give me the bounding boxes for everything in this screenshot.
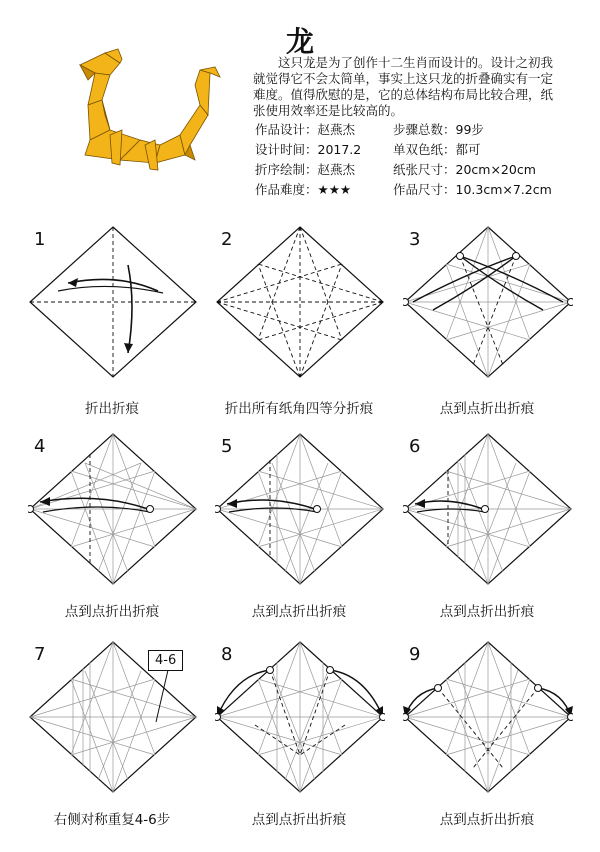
info-paper-color: 单双色纸：都可 (393, 142, 481, 157)
step-1 (28, 225, 198, 395)
info-model-size: 作品尺寸：10.3cm×7.2cm (393, 182, 552, 197)
step-5-diagram (215, 432, 385, 602)
step-7 (28, 640, 198, 810)
step-5 (215, 432, 385, 602)
step-7-caption: 右侧对称重复4-6步 (53, 812, 171, 828)
info-designer: 作品设计：赵燕杰 (255, 122, 356, 137)
step-9 (403, 640, 573, 810)
step-6-diagram (403, 432, 573, 602)
step-number: 3 (409, 229, 421, 250)
info-diagrammer: 折序绘制：赵燕杰 (255, 162, 356, 177)
info-design-time: 设计时间：2017.2 (255, 142, 362, 157)
step-8-caption: 点到点折出折痕 (251, 812, 347, 828)
step-reference-badge: 4-6 (148, 650, 183, 671)
step-3-caption: 点到点折出折痕 (439, 401, 535, 417)
step-4-diagram (28, 432, 198, 602)
info-steps: 步骤总数：99步 (393, 122, 484, 137)
step-9-diagram (403, 640, 573, 810)
step-number: 2 (221, 229, 233, 250)
step-4 (28, 432, 198, 602)
step-number: 4 (34, 436, 46, 457)
step-4-caption: 点到点折出折痕 (64, 604, 160, 620)
step-3 (403, 225, 573, 395)
step-8-diagram (215, 640, 385, 810)
step-number: 1 (34, 229, 46, 250)
step-2-diagram (215, 225, 385, 395)
step-number: 7 (34, 644, 46, 665)
step-number: 5 (221, 436, 233, 457)
step-6 (403, 432, 573, 602)
step-number: 6 (409, 436, 421, 457)
page-title: 龙 (286, 25, 315, 58)
step-3-diagram (403, 225, 573, 395)
info-difficulty: 作品难度：★★★ (255, 182, 352, 197)
step-8 (215, 640, 385, 810)
step-1-caption: 折出折痕 (85, 401, 139, 417)
step-5-caption: 点到点折出折痕 (251, 604, 347, 620)
info-paper-size: 纸张尺寸：20cm×20cm (393, 162, 536, 177)
step-9-caption: 点到点折出折痕 (439, 812, 535, 828)
step-number: 9 (409, 644, 421, 665)
step-2 (215, 225, 385, 395)
step-number: 8 (221, 644, 233, 665)
step-2-caption: 折出所有纸角四等分折痕 (224, 401, 374, 417)
step-1-diagram (28, 225, 198, 395)
step-6-caption: 点到点折出折痕 (439, 604, 535, 620)
dragon-model-illustration (50, 45, 240, 175)
intro-text: 这只龙是为了创作十二生肖而设计的。设计之初我就觉得它不会太简单，事实上这只龙的折叠确实有一定难度。值得欣慰的是，它的总体结构布局比较合理，纸张使用效率还是比较高的。 (253, 55, 554, 118)
